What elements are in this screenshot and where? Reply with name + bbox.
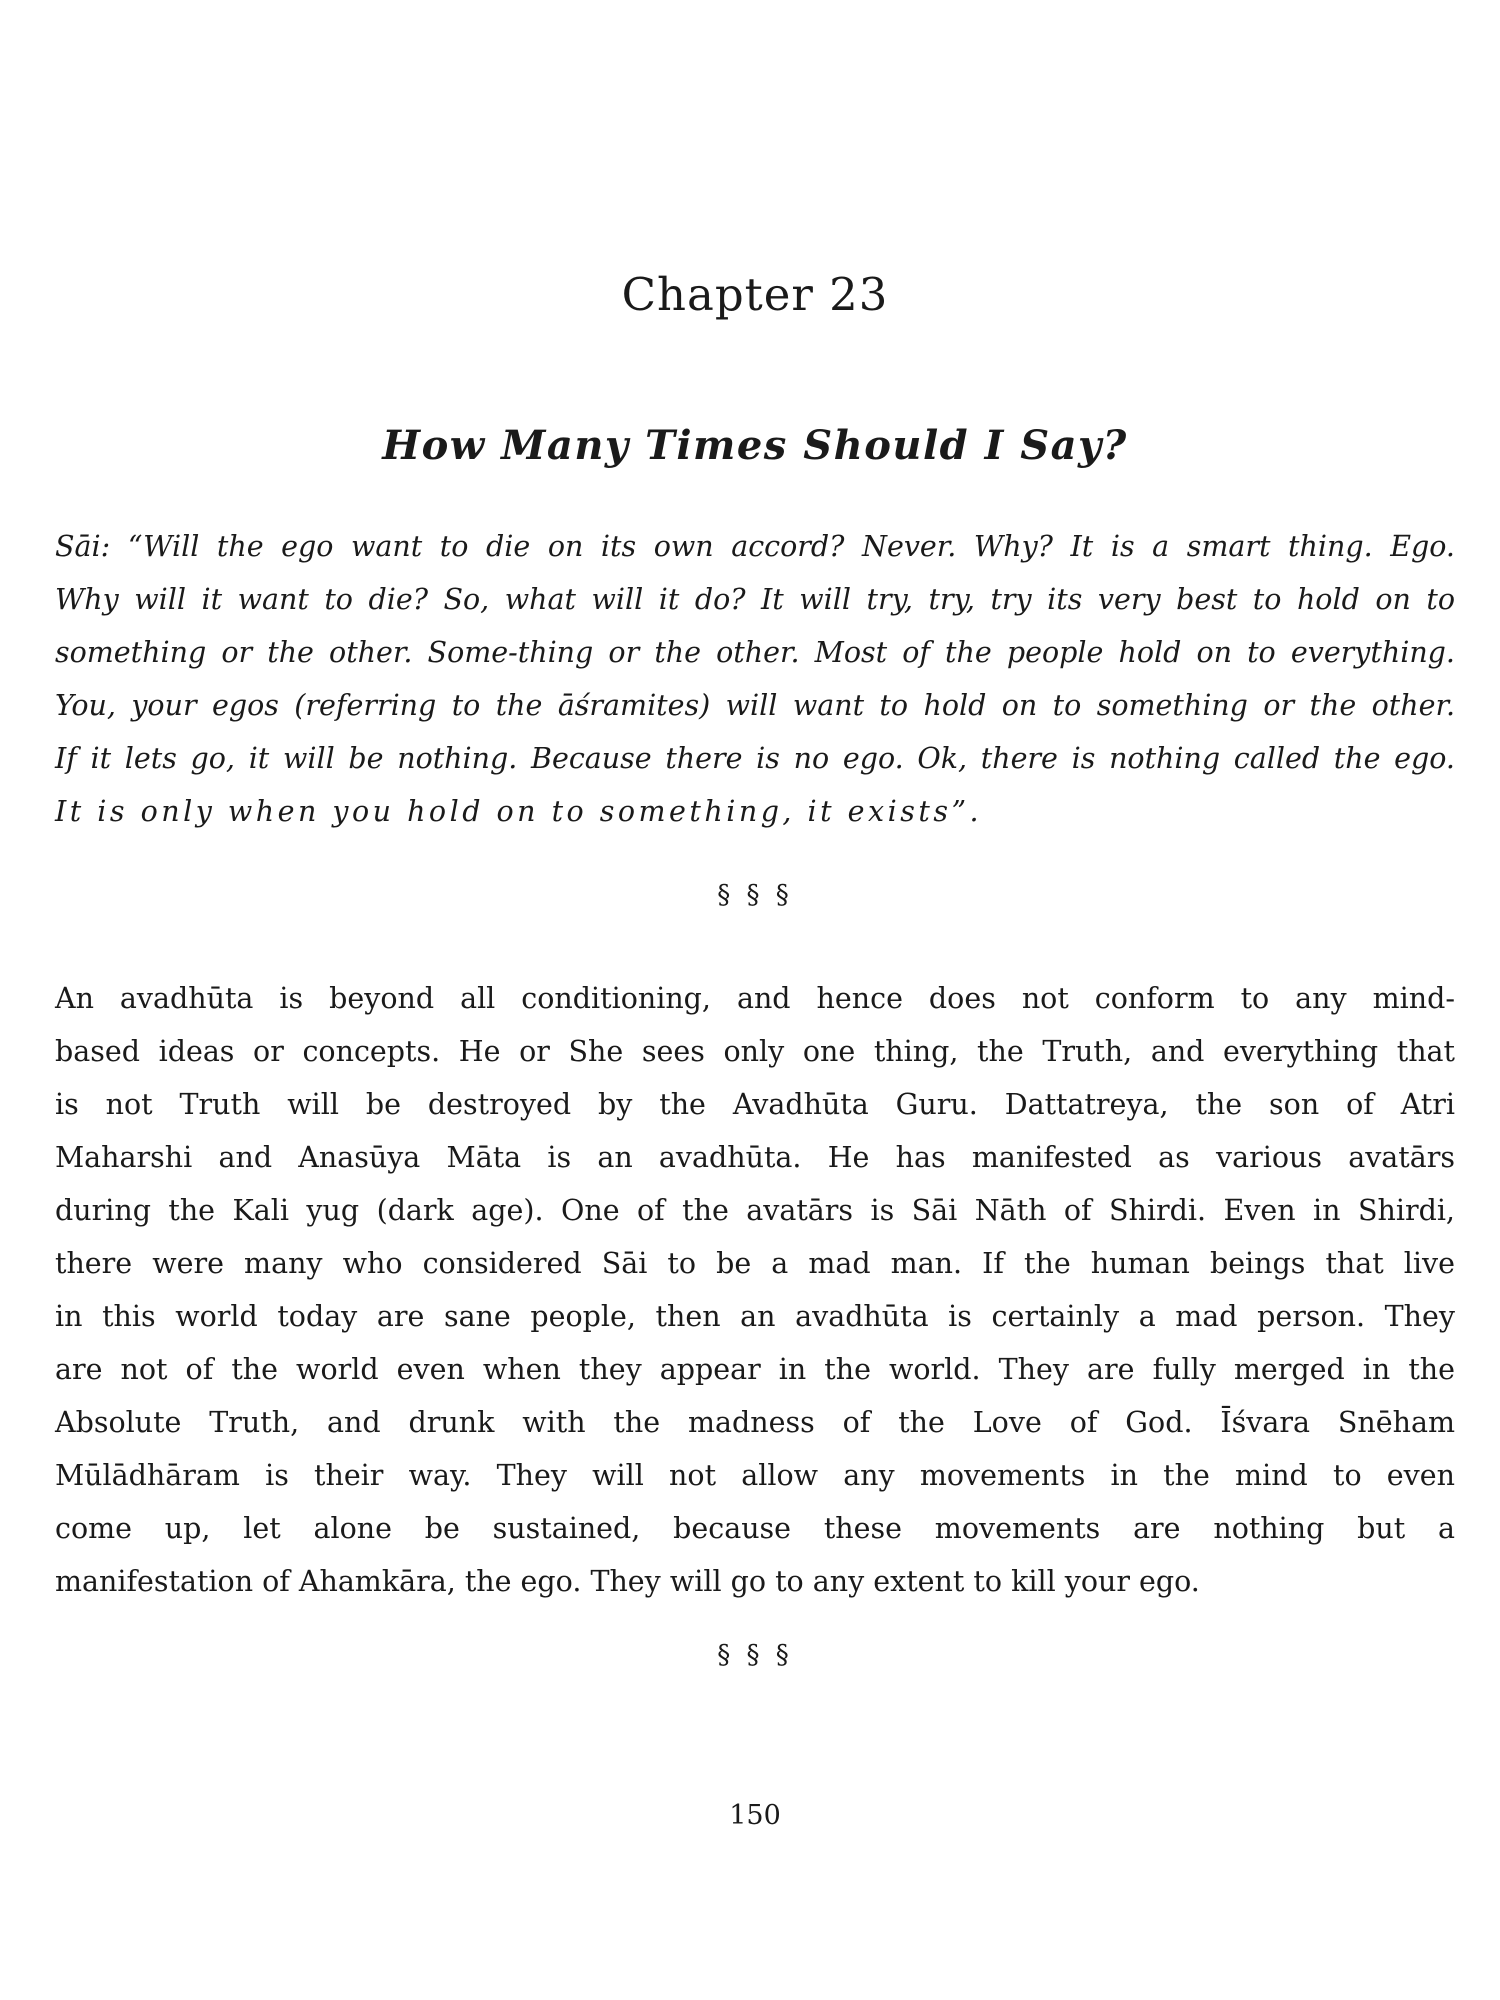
paragraph-line: are not of the world even when they appear in the world. They are fully merged in the [55,1353,1455,1386]
paragraph-line: manifestation of Ahamkāra, the ego. They will go to any extent to kill your ego. [55,1565,1200,1598]
paragraph-line: come up, let alone be sustained, because these movements are nothing but a [55,1512,1455,1545]
page-number: 150 [729,1800,781,1831]
paragraph-line: during the Kali yug (dark age). One of the avatārs is Sāi Nāth of Shirdi. Even in Shirdi, [55,1194,1455,1227]
quote-line: Sāi: “Will the ego want to die on its own accord? Never. Why? It is a smart thing. Ego. [55,530,1455,563]
paragraph-line: An avadhūta is beyond all conditioning, and hence does not conform to any mind- [55,982,1455,1015]
paragraph-line: Absolute Truth, and drunk with the madness of the Love of God. Īśvara Snēham [55,1406,1455,1439]
chapter-subtitle: How Many Times Should I Say? [382,422,1128,469]
chapter-title: Chapter 23 [621,268,889,321]
section-separator: § § § [717,1640,793,1670]
quote-line: It is only when you hold on to something, it exists”. [55,795,983,828]
quote-line: You, your egos (referring to the āśramites) will want to hold on to something or the other. [55,689,1455,722]
paragraph-line: based ideas or concepts. He or She sees only one thing, the Truth, and everything that [55,1035,1455,1068]
book-page [55,0,1455,2000]
quote-line: something or the other. Some-thing or the other. Most of the people hold on to everything. [55,636,1455,669]
body-paragraph [55,972,1455,1608]
paragraph-line: Maharshi and Anasūya Māta is an avadhūta. He has manifested as various avatārs [55,1141,1455,1174]
quote-line: Why will it want to die? So, what will it do? It will try, try, try its very best to hold on to [55,583,1455,616]
paragraph-line: is not Truth will be destroyed by the Avadhūta Guru. Dattatreya, the son of Atri [55,1088,1455,1121]
paragraph-line: Mūlādhāram is their way. They will not allow any movements in the mind to even [55,1459,1455,1492]
sai-quote [55,520,1455,838]
section-separator: § § § [717,880,793,910]
quote-line: If it lets go, it will be nothing. Because there is no ego. Ok, there is nothing called the ego. [55,742,1455,775]
paragraph-line: in this world today are sane people, then an avadhūta is certainly a mad person. They [55,1300,1455,1333]
paragraph-line: there were many who considered Sāi to be a mad man. If the human beings that live [55,1247,1455,1280]
